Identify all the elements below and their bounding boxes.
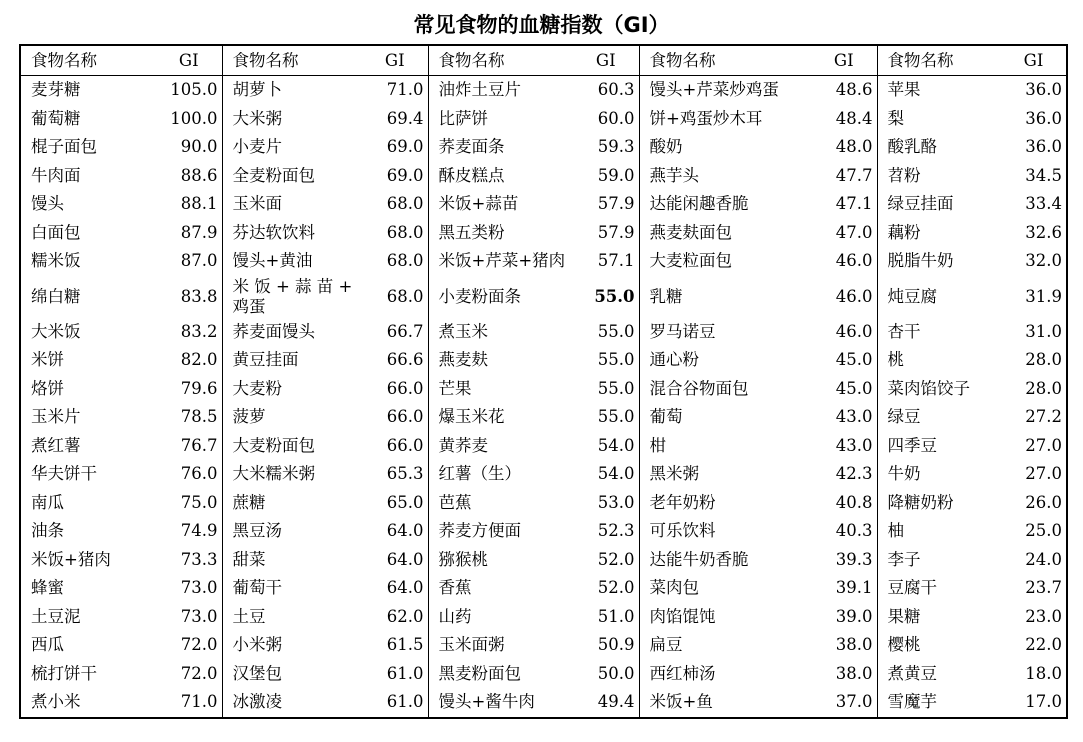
gi-value: 37.0 xyxy=(813,688,877,718)
table-row xyxy=(20,546,1067,575)
food-name: 荞麦方便面 xyxy=(438,521,521,541)
gi-value: 46.0 xyxy=(813,247,877,276)
table-row xyxy=(20,375,1067,404)
gi-value: 51.0 xyxy=(575,603,639,632)
food-name: 馒头+酱牛肉 xyxy=(438,692,535,712)
table-header-row xyxy=(20,45,1067,76)
gi-value: 33.4 xyxy=(1025,194,1062,214)
gi-value: 54.0 xyxy=(575,432,639,461)
gi-value: 55.0 xyxy=(575,346,639,375)
column-header-name: 食物名称 xyxy=(639,45,813,76)
gi-value: 83.2 xyxy=(158,318,222,347)
table-row xyxy=(20,432,1067,461)
food-name: 米饭+猪肉 xyxy=(31,549,111,569)
gi-value: 31.0 xyxy=(1025,321,1062,341)
food-name: 西红柿汤 xyxy=(649,663,716,683)
column-header-gi: GI xyxy=(575,45,639,76)
food-name: 大麦粉面包 xyxy=(232,435,315,455)
table-row xyxy=(20,76,1067,105)
food-name: 白面包 xyxy=(31,222,81,242)
column-header-gi: GI xyxy=(364,45,428,76)
gi-value: 48.4 xyxy=(813,105,877,134)
gi-value: 83.8 xyxy=(158,276,222,318)
food-name: 达能闲趣香脆 xyxy=(649,194,749,214)
gi-value: 64.0 xyxy=(364,546,428,575)
food-name: 油条 xyxy=(31,521,64,541)
food-name: 大米糯米粥 xyxy=(232,464,315,484)
gi-value: 69.4 xyxy=(364,105,428,134)
table-row xyxy=(20,318,1067,347)
gi-value: 24.0 xyxy=(1025,549,1062,569)
table-row xyxy=(20,574,1067,603)
gi-value: 27.0 xyxy=(1025,435,1062,455)
food-name: 煮黄豆 xyxy=(887,663,937,683)
gi-value: 43.0 xyxy=(813,403,877,432)
gi-value: 61.5 xyxy=(364,631,428,660)
food-name: 梨 xyxy=(887,108,904,128)
gi-value: 46.0 xyxy=(813,276,877,318)
food-name: 桃 xyxy=(887,350,904,370)
food-name: 罗马诺豆 xyxy=(649,321,716,341)
food-name: 馒头 xyxy=(31,194,64,214)
food-name: 南瓜 xyxy=(31,492,64,512)
food-name: 藕粉 xyxy=(887,222,921,242)
table-row xyxy=(20,162,1067,191)
gi-value: 72.0 xyxy=(158,631,222,660)
table-row xyxy=(20,133,1067,162)
food-name: 葡萄糖 xyxy=(31,108,81,128)
column-header-gi: GI xyxy=(158,45,222,76)
food-name: 杏干 xyxy=(887,321,921,341)
food-name: 李子 xyxy=(887,549,921,569)
gi-value: 27.2 xyxy=(1025,407,1062,427)
food-name: 炖豆腐 xyxy=(887,286,937,306)
food-name: 大麦粉 xyxy=(232,378,282,398)
gi-value: 105.0 xyxy=(158,76,222,105)
gi-value: 48.6 xyxy=(813,76,877,105)
gi-value: 90.0 xyxy=(158,133,222,162)
food-name: 芬达软饮料 xyxy=(232,222,315,242)
gi-value: 38.0 xyxy=(813,631,877,660)
food-name: 柚 xyxy=(887,521,904,541)
food-name: 脱脂牛奶 xyxy=(887,251,954,271)
food-name: 黄荞麦 xyxy=(438,435,488,455)
food-name: 汉堡包 xyxy=(232,663,282,683)
food-name: 通心粉 xyxy=(649,350,699,370)
gi-value: 39.3 xyxy=(813,546,877,575)
gi-value: 76.0 xyxy=(158,460,222,489)
gi-value: 31.9 xyxy=(1025,286,1062,306)
food-name: 燕麦麸面包 xyxy=(649,222,732,242)
gi-value: 71.0 xyxy=(364,76,428,105)
gi-value: 64.0 xyxy=(364,517,428,546)
table-row xyxy=(20,346,1067,375)
gi-value: 40.8 xyxy=(813,489,877,518)
page-title: 常见食物的血糖指数（GI） xyxy=(413,13,670,37)
gi-value: 23.0 xyxy=(1025,606,1062,626)
table-row xyxy=(20,403,1067,432)
food-name: 燕麦麸 xyxy=(438,350,488,370)
gi-value: 72.0 xyxy=(158,660,222,689)
gi-value: 28.0 xyxy=(1025,378,1062,398)
food-name: 馒头+黄油 xyxy=(232,251,313,271)
food-name: 苹果 xyxy=(887,80,921,100)
food-name: 可乐饮料 xyxy=(649,521,716,541)
food-name: 芒果 xyxy=(438,378,472,398)
gi-value: 73.0 xyxy=(158,574,222,603)
gi-value: 27.0 xyxy=(1025,464,1062,484)
food-name: 米饼 xyxy=(31,350,64,370)
food-name: 大米粥 xyxy=(232,108,282,128)
food-name: 芭蕉 xyxy=(438,492,472,512)
gi-value: 76.7 xyxy=(158,432,222,461)
food-name: 馒头+芹菜炒鸡蛋 xyxy=(649,80,779,100)
gi-value: 66.0 xyxy=(364,403,428,432)
column-header-gi: GI xyxy=(813,45,877,76)
food-name: 猕猴桃 xyxy=(438,549,488,569)
gi-value: 47.0 xyxy=(813,219,877,248)
food-name: 华夫饼干 xyxy=(31,464,97,484)
gi-value: 54.0 xyxy=(575,460,639,489)
food-name: 米饭+蒜苗 xyxy=(438,194,519,214)
gi-value: 47.1 xyxy=(813,190,877,219)
food-name: 大米饭 xyxy=(31,321,81,341)
food-name: 比萨饼 xyxy=(438,108,488,128)
food-name: 绿豆 xyxy=(887,407,921,427)
food-name: 玉米面粥 xyxy=(438,635,505,655)
gi-value: 57.9 xyxy=(575,219,639,248)
food-name: 煮红薯 xyxy=(31,435,81,455)
table-row xyxy=(20,276,1067,318)
food-name: 大麦粒面包 xyxy=(649,251,732,271)
food-name: 苕粉 xyxy=(887,165,921,185)
table-row xyxy=(20,247,1067,276)
column-header-name: 食物名称 xyxy=(428,45,575,76)
gi-value: 38.0 xyxy=(813,660,877,689)
food-name: 黑米粥 xyxy=(649,464,699,484)
gi-value: 78.5 xyxy=(158,403,222,432)
food-name: 葡萄干 xyxy=(232,578,282,598)
gi-value: 68.0 xyxy=(364,190,428,219)
gi-value: 64.0 xyxy=(364,574,428,603)
gi-value: 66.6 xyxy=(364,346,428,375)
gi-value: 68.0 xyxy=(364,276,428,318)
food-name: 荞麦面馒头 xyxy=(232,321,315,341)
food-name: 葡萄 xyxy=(649,407,683,427)
food-name: 玉米面 xyxy=(232,194,282,214)
gi-value: 43.0 xyxy=(813,432,877,461)
gi-value: 17.0 xyxy=(1025,692,1062,712)
gi-value: 57.1 xyxy=(575,247,639,276)
food-name: 爆玉米花 xyxy=(438,407,505,427)
food-name: 牛奶 xyxy=(887,464,921,484)
food-name: 荞麦面条 xyxy=(438,137,505,157)
food-name: 全麦粉面包 xyxy=(232,165,315,185)
food-name: 麦芽糖 xyxy=(31,80,81,100)
food-name: 米 饭 + 蒜 苗 + 鸡蛋 xyxy=(232,276,353,316)
gi-value: 65.3 xyxy=(364,460,428,489)
gi-value: 22.0 xyxy=(1025,635,1062,655)
table-row xyxy=(20,219,1067,248)
table-row xyxy=(20,489,1067,518)
food-name: 乳糖 xyxy=(649,286,683,306)
food-name: 油炸土豆片 xyxy=(438,80,521,100)
food-name: 菠萝 xyxy=(232,407,266,427)
gi-value: 60.3 xyxy=(575,76,639,105)
food-name: 饼+鸡蛋炒木耳 xyxy=(649,108,763,128)
food-name: 柑 xyxy=(649,435,666,455)
food-name: 酥皮糕点 xyxy=(438,165,505,185)
gi-value: 52.3 xyxy=(575,517,639,546)
food-name: 煮小米 xyxy=(31,692,81,712)
gi-value: 49.4 xyxy=(575,688,639,718)
food-name: 土豆泥 xyxy=(31,606,81,626)
gi-value: 55.0 xyxy=(575,403,639,432)
gi-value: 52.0 xyxy=(575,574,639,603)
column-header-gi: GI xyxy=(1003,45,1067,76)
gi-value: 68.0 xyxy=(364,219,428,248)
food-name: 黑五类粉 xyxy=(438,222,505,242)
gi-value: 32.6 xyxy=(1025,222,1062,242)
gi-value: 61.0 xyxy=(364,660,428,689)
gi-value: 60.0 xyxy=(575,105,639,134)
gi-value: 66.0 xyxy=(364,432,428,461)
food-name: 煮玉米 xyxy=(438,321,488,341)
table-row xyxy=(20,688,1067,718)
gi-value: 61.0 xyxy=(364,688,428,718)
food-name: 肉馅馄饨 xyxy=(649,606,716,626)
gi-value: 87.9 xyxy=(158,219,222,248)
food-name: 棍子面包 xyxy=(31,137,97,157)
gi-value: 66.7 xyxy=(364,318,428,347)
food-name: 老年奶粉 xyxy=(649,492,716,512)
gi-value: 87.0 xyxy=(158,247,222,276)
food-name: 烙饼 xyxy=(31,378,64,398)
gi-value: 40.3 xyxy=(813,517,877,546)
food-name: 西瓜 xyxy=(31,635,64,655)
gi-value: 79.6 xyxy=(158,375,222,404)
gi-value: 82.0 xyxy=(158,346,222,375)
food-name: 糯米饭 xyxy=(31,251,81,271)
gi-value: 52.0 xyxy=(575,546,639,575)
food-name: 小麦片 xyxy=(232,137,282,157)
gi-value: 59.3 xyxy=(575,133,639,162)
table-body xyxy=(20,76,1067,718)
gi-value: 57.9 xyxy=(575,190,639,219)
food-name: 扁豆 xyxy=(649,635,683,655)
gi-value: 36.0 xyxy=(1025,80,1062,100)
column-header-name: 食物名称 xyxy=(222,45,364,76)
gi-value: 66.0 xyxy=(364,375,428,404)
gi-value: 73.3 xyxy=(158,546,222,575)
gi-value: 55.0 xyxy=(575,375,639,404)
food-name: 菜肉馅饺子 xyxy=(887,378,970,398)
food-name: 山药 xyxy=(438,606,472,626)
table-row xyxy=(20,631,1067,660)
food-name: 黄豆挂面 xyxy=(232,350,299,370)
food-name: 米饭+芹菜+猪肉 xyxy=(438,251,566,271)
food-name: 达能牛奶香脆 xyxy=(649,549,749,569)
gi-value: 69.0 xyxy=(364,133,428,162)
gi-value: 39.0 xyxy=(813,603,877,632)
food-name: 混合谷物面包 xyxy=(649,378,749,398)
food-name: 小麦粉面条 xyxy=(438,286,521,306)
food-name: 樱桃 xyxy=(887,635,921,655)
gi-value: 73.0 xyxy=(158,603,222,632)
food-name: 燕芋头 xyxy=(649,165,699,185)
food-name: 甜菜 xyxy=(232,549,266,569)
gi-value: 25.0 xyxy=(1025,521,1062,541)
food-name: 梳打饼干 xyxy=(31,663,97,683)
gi-value: 36.0 xyxy=(1025,108,1062,128)
food-name: 香蕉 xyxy=(438,578,472,598)
food-name: 黑豆汤 xyxy=(232,521,282,541)
gi-value: 59.0 xyxy=(575,162,639,191)
gi-value: 65.0 xyxy=(364,489,428,518)
food-name: 果糖 xyxy=(887,606,921,626)
food-name: 牛肉面 xyxy=(31,165,81,185)
food-name: 米饭+鱼 xyxy=(649,692,713,712)
gi-value: 100.0 xyxy=(158,105,222,134)
gi-value: 48.0 xyxy=(813,133,877,162)
gi-value: 47.7 xyxy=(813,162,877,191)
gi-value: 34.5 xyxy=(1025,165,1062,185)
gi-value: 71.0 xyxy=(158,688,222,718)
gi-value: 55.0 xyxy=(575,318,639,347)
gi-value: 88.1 xyxy=(158,190,222,219)
table-row xyxy=(20,660,1067,689)
food-name: 小米粥 xyxy=(232,635,282,655)
gi-value: 75.0 xyxy=(158,489,222,518)
gi-value: 53.0 xyxy=(575,489,639,518)
food-name: 冰激凌 xyxy=(232,692,282,712)
food-name: 酸乳酪 xyxy=(887,137,937,157)
gi-value: 88.6 xyxy=(158,162,222,191)
food-name: 绿豆挂面 xyxy=(887,194,954,214)
gi-value: 18.0 xyxy=(1025,663,1062,683)
food-name: 降糖奶粉 xyxy=(887,492,954,512)
food-name: 四季豆 xyxy=(887,435,937,455)
food-name: 菜肉包 xyxy=(649,578,699,598)
food-name: 土豆 xyxy=(232,606,266,626)
column-header-name: 食物名称 xyxy=(877,45,1003,76)
table-row xyxy=(20,460,1067,489)
column-header-name: 食物名称 xyxy=(20,45,158,76)
gi-value: 55.0 xyxy=(575,276,639,318)
food-name: 黑麦粉面包 xyxy=(438,663,521,683)
food-name: 绵白糖 xyxy=(31,286,81,306)
gi-value: 39.1 xyxy=(813,574,877,603)
gi-value: 45.0 xyxy=(813,375,877,404)
gi-value: 46.0 xyxy=(813,318,877,347)
gi-value: 28.0 xyxy=(1025,350,1062,370)
table-row xyxy=(20,603,1067,632)
food-name: 胡萝卜 xyxy=(232,80,282,100)
food-name: 红薯（生） xyxy=(438,464,521,484)
food-name: 酸奶 xyxy=(649,137,683,157)
gi-value: 45.0 xyxy=(813,346,877,375)
gi-value: 68.0 xyxy=(364,247,428,276)
food-name: 蔗糖 xyxy=(232,492,266,512)
food-name: 雪魔芋 xyxy=(887,692,937,712)
gi-value: 74.9 xyxy=(158,517,222,546)
table-row xyxy=(20,517,1067,546)
gi-value: 42.3 xyxy=(813,460,877,489)
gi-value: 36.0 xyxy=(1025,137,1062,157)
table-row xyxy=(20,190,1067,219)
gi-value: 32.0 xyxy=(1025,251,1062,271)
table-row xyxy=(20,105,1067,134)
food-name: 豆腐干 xyxy=(887,578,937,598)
gi-value: 69.0 xyxy=(364,162,428,191)
gi-value: 50.9 xyxy=(575,631,639,660)
gi-value: 23.7 xyxy=(1025,578,1062,598)
gi-table xyxy=(19,44,1068,719)
gi-value: 62.0 xyxy=(364,603,428,632)
gi-value: 50.0 xyxy=(575,660,639,689)
food-name: 玉米片 xyxy=(31,407,81,427)
food-name: 蜂蜜 xyxy=(31,578,64,598)
gi-value: 26.0 xyxy=(1025,492,1062,512)
